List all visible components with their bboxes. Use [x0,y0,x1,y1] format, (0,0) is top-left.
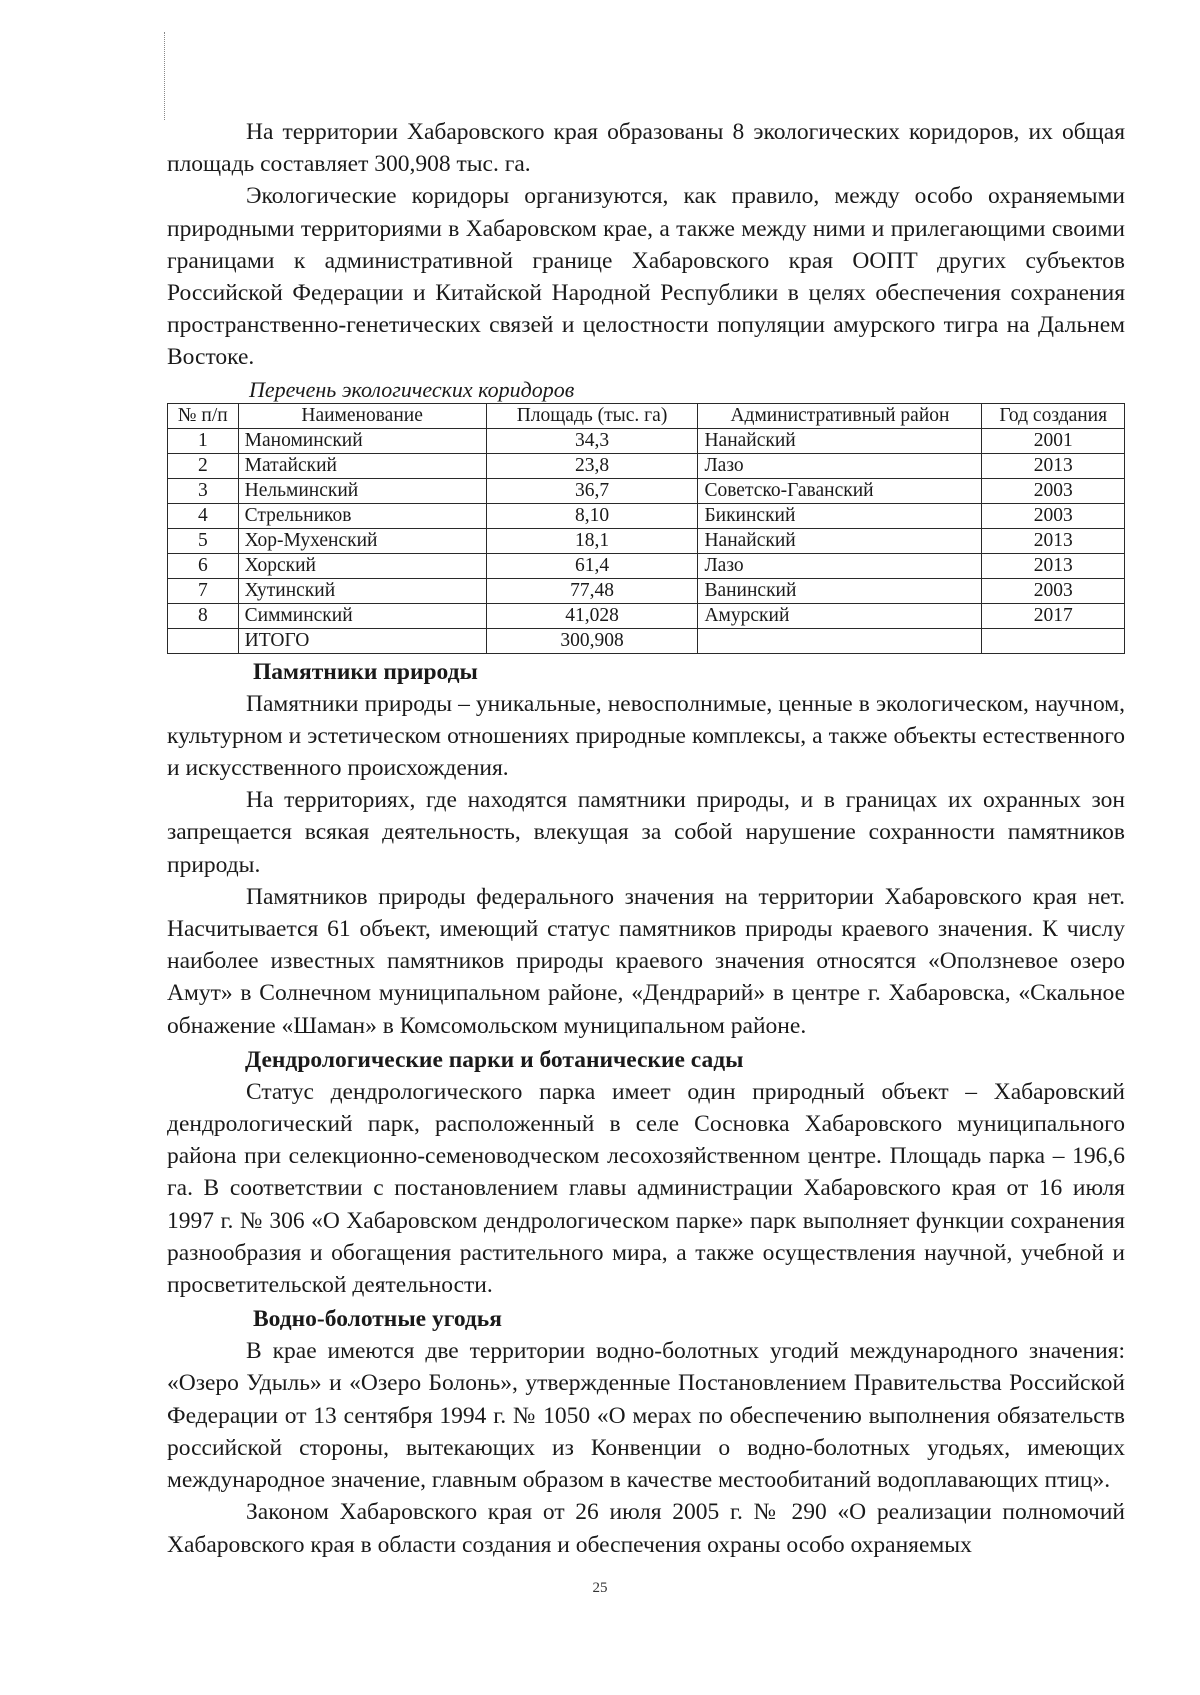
cell-number: 2 [168,453,239,478]
heading-monuments: Памятники природы [253,658,478,685]
cell-year: 2001 [982,428,1125,453]
heading-dendro: Дендрологические парки и ботанические сады [245,1046,744,1073]
cell-year: 2013 [982,553,1125,578]
cell-number: 7 [168,578,239,603]
cell-year-empty [982,628,1125,653]
corridors-table [167,403,1125,654]
table-row [168,578,1125,603]
paragraph-wetlands-2: Законом Хабаровского края от 26 июля 2005 г. № 290 «О реализации полномочий Хабаровского края в области создания и обеспечения охраны особо охраняемых [167,1499,1125,1558]
cell-total-label: ИТОГО [238,628,486,653]
table-header-row [168,403,1125,428]
table-row [168,453,1125,478]
table-row [168,478,1125,503]
cell-year: 2003 [982,503,1125,528]
cell-name: Хутинский [238,578,486,603]
header-number: № п/п [168,403,239,428]
paragraph-dendro-1: Статус дендрологического парка имеет один природный объект – Хабаровский дендрологический парк, расположенный в селе Сосновка Хабаровского муниципального района при селекционно-семеноводческом лесохозяйственном центре. Площадь парка – 196,6 га. В соответствии с постановлением главы администрации Хабаровского края от 16 июля 1997 г. № 306 «О Хабаровском дендрологическом парке» парк выполняет функции сохранения разнообразия и обогащения растительного мира, а также осуществления научной, учебной и просветительской деятельности. [167,1078,1125,1299]
paragraph-monuments-3: Памятников природы федерального значения на территории Хабаровского края нет. Насчитывается 61 объект, имеющий статус памятников природы краевого значения. К числу наиболее известных памятников природы краевого значения относятся «Оползневое озеро Амут» в Солнечном муниципальном районе, «Дендрарий» в центре г. Хабаровска, «Скальное обнажение «Шаман» в Комсомольском муниципальном районе. [167,883,1125,1039]
cell-name: Хорский [238,553,486,578]
cell-district: Лазо [698,553,982,578]
cell-year: 2013 [982,453,1125,478]
cell-number: 6 [168,553,239,578]
cell-area: 61,4 [486,553,698,578]
cell-area: 23,8 [486,453,698,478]
cell-year: 2003 [982,478,1125,503]
paragraph-monuments-1: Памятники природы – уникальные, невосполнимые, ценные в экологическом, научном, культурном и эстетическом отношениях природные комплексы, а также объекты естественного и искусственного происхождения. [167,690,1125,782]
cell-year: 2003 [982,578,1125,603]
table-row [168,503,1125,528]
paragraph-monuments-2: На территориях, где находятся памятники природы, и в границах их охранных зон запрещается всякая деятельность, влекущая за собой нарушение сохранности памятников природы. [167,787,1125,878]
document-page [167,116,1125,1561]
header-year: Год создания [982,403,1125,428]
scan-margin-mark [164,32,165,120]
cell-number: 4 [168,503,239,528]
cell-number: 8 [168,603,239,628]
paragraph-intro-1: На территории Хабаровского края образованы 8 экологических коридоров, их общая площадь составляет 300,908 тыс. га. [167,119,1125,178]
cell-area: 77,48 [486,578,698,603]
table-caption: Перечень экологических коридоров [249,376,575,402]
header-area: Площадь (тыс. га) [486,403,698,428]
table-row [168,603,1125,628]
cell-number: 5 [168,528,239,553]
cell-name: Нельминский [238,478,486,503]
cell-name: Матайский [238,453,486,478]
cell-district: Бикинский [698,503,982,528]
page-number: 25 [592,1580,608,1596]
cell-district: Нанайский [698,428,982,453]
table-total-row [168,628,1125,653]
header-district: Административный район [698,403,982,428]
cell-district: Советско-Гаванский [698,478,982,503]
header-name: Наименование [238,403,486,428]
cell-total-area: 300,908 [486,628,698,653]
cell-year: 2017 [982,603,1125,628]
cell-name: Стрельников [238,503,486,528]
cell-name: Хор-Мухенский [238,528,486,553]
cell-area: 8,10 [486,503,698,528]
table-row [168,428,1125,453]
paragraph-wetlands-1: В крае имеются две территории водно-болотных угодий международного значения: «Озеро Удыль» и «Озеро Болонь», утвержденные Постановлением Правительства Российской Федерации от 13 сентября 1994 г. № 1050 «О мерах по обеспечению выполнения обязательств российской стороны, вытекающих из Конвенции о водно-болотных угодьях, имеющих международное значение, главным образом в качестве местообитаний водоплавающих птиц». [167,1338,1125,1494]
cell-area: 41,028 [486,603,698,628]
cell-area: 34,3 [486,428,698,453]
cell-district: Амурский [698,603,982,628]
cell-district: Лазо [698,453,982,478]
cell-year: 2013 [982,528,1125,553]
paragraph-intro-2: Экологические коридоры организуются, как правило, между особо охраняемыми природными территориями в Хабаровском крае, а также между ними и прилегающими своими границами к административной границе Хабаровского края ООПТ других субъектов Российской Федерации и Китайской Народной Республики в целях обеспечения сохранения пространственно-генетических связей и целостности популяции амурского тигра на Дальнем Востоке. [167,183,1125,371]
heading-wetlands: Водно-болотные угодья [253,1306,502,1333]
cell-name: Симминский [238,603,486,628]
cell-area: 36,7 [486,478,698,503]
cell-district-empty [698,628,982,653]
cell-area: 18,1 [486,528,698,553]
cell-name: Маноминский [238,428,486,453]
cell-district: Нанайский [698,528,982,553]
cell-number: 1 [168,428,239,453]
table-row [168,553,1125,578]
cell-number-empty [168,628,239,653]
cell-district: Ванинский [698,578,982,603]
table-row [168,528,1125,553]
cell-number: 3 [168,478,239,503]
